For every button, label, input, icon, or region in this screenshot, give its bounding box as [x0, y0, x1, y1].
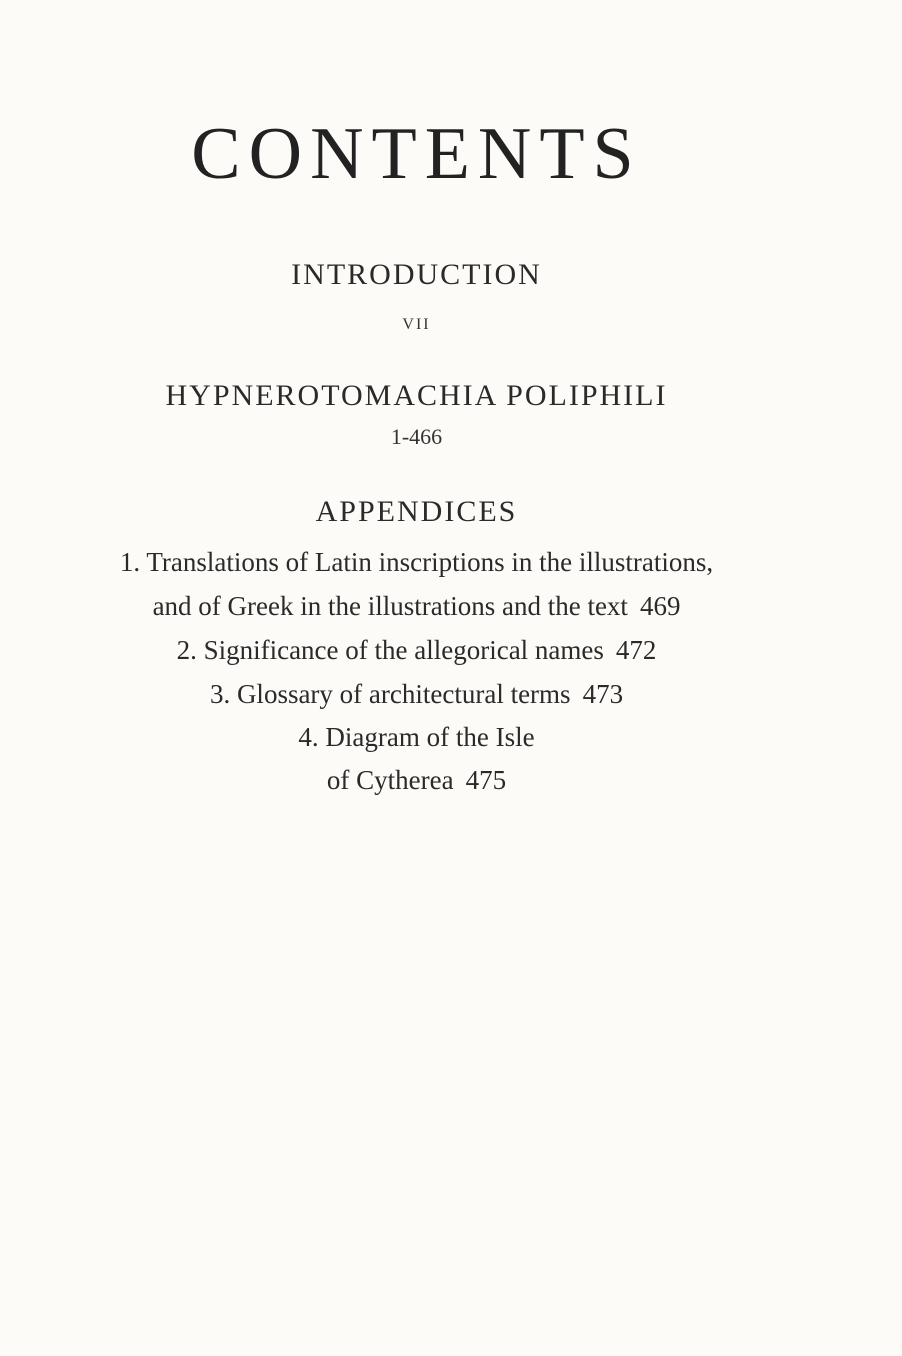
appendix-3-title: 3. Glossary of architectural terms: [209, 679, 571, 709]
main-text-heading: HYPNEROTOMACHIA POLIPHILI: [165, 379, 668, 412]
introduction-heading: INTRODUCTION: [291, 258, 542, 291]
appendix-4-page: 475: [465, 765, 507, 795]
appendix-4-title-part-1: 4. Diagram of the Isle: [298, 722, 535, 752]
main-text-pages: 1-466: [390, 424, 443, 449]
appendices-heading: APPENDICES: [315, 495, 518, 528]
appendix-4-line-2: [0, 765, 833, 796]
appendix-1-line-2: [0, 591, 833, 622]
appendix-4-title-part-2: of Cytherea: [326, 765, 454, 795]
appendix-3-page: 473: [582, 679, 624, 709]
appendix-2-title: 2. Significance of the allegorical names: [176, 635, 604, 665]
appendix-4-line-1: [0, 722, 833, 753]
appendix-1-title-part-2: and of Greek in the illustrations and the text: [152, 591, 628, 621]
page-title: CONTENTS: [191, 113, 642, 195]
appendix-3-line: [0, 679, 833, 710]
appendix-1-page: 469: [639, 591, 681, 621]
appendix-1-title-part-1: 1. Translations of Latin inscriptions in the illustrations,: [119, 547, 714, 577]
introduction-pages: VII: [402, 316, 431, 333]
appendix-1-line-1: [0, 547, 833, 578]
appendix-2-page: 472: [615, 635, 657, 665]
appendix-2-line: [0, 635, 833, 666]
